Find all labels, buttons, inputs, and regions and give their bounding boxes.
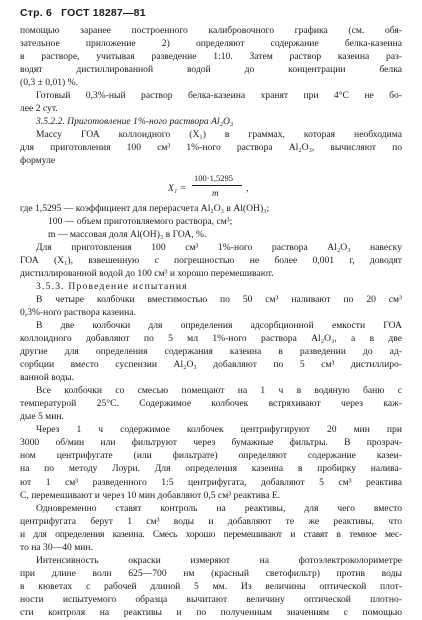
text-line: на по методу Лоури. Для определения казеина в пробирку налива- bbox=[20, 463, 402, 475]
text-line: другие для определения содержания казеина в разведении до ад- bbox=[20, 346, 402, 358]
text-line: для приготовления 100 см³ 1%-ного раствора Al₂O₃, вычисляют по bbox=[20, 142, 402, 154]
text-line: зательное приложение 2) определяют содержание белка-казеина bbox=[20, 38, 402, 50]
section-heading: 3.5.2.2. Приготовление 1%-ного раствора Al₂O₃ bbox=[36, 116, 234, 128]
text-line: Для приготовления 100 см³ 1%-ного раствора Al₂O₃ навеску bbox=[36, 241, 402, 253]
text-line: и для определения казеина. Смесь хорошо перемешивают и ставят в темное мес- bbox=[20, 528, 402, 540]
text-line: Массу ГОА коллоидного (X₁) в граммах, которая необходима bbox=[36, 129, 402, 141]
text-line: В две колбочки для определения адсорбционной емкости ГОА bbox=[36, 319, 402, 331]
text-line: Одновременно ставят контроль на реактивы, для чего вместо bbox=[36, 502, 402, 514]
text-line: ном центрифугате (или фильтрате) определяют содержание казеи- bbox=[20, 450, 402, 462]
text-line: 3000 об/мин или фильтруют через бумажные фильтры. В прозрач- bbox=[20, 437, 402, 449]
text-line: водят дистиллированной водой до концентрации белка bbox=[20, 64, 402, 76]
text-line: лее 2 сут. bbox=[20, 103, 58, 115]
text-line: 0,3%-ного раствора казеина. bbox=[20, 306, 136, 318]
text-line: сорбции вместо суспензии Al₂O₃ добавляют по 5 см³ дистиллиро- bbox=[20, 359, 402, 371]
formula-denominator: m bbox=[212, 187, 219, 198]
text-line: при длине волн 625—700 нм (красный светофильтр) против воды bbox=[20, 567, 402, 579]
text-line: Интенсивность окраски измеряют на фотоэлектроколориметре bbox=[36, 554, 402, 566]
text-line: центрифугата берут 1 см³ воды и добавляют те же реактивы, что bbox=[20, 515, 402, 527]
fraction-bar bbox=[192, 185, 242, 186]
text-line: 100 — объем приготовляемого раствора, см³; bbox=[48, 215, 233, 227]
document-body bbox=[20, 24, 402, 619]
text-line: в растворе, учитывая разведение 1:10. Затем раствор казеина раз- bbox=[20, 51, 402, 63]
text-line: m — массовая доля Al(OH)₃ в ГОА, %. bbox=[48, 228, 207, 240]
text-line: ванной воды. bbox=[20, 372, 74, 384]
text-line: температурой 25°С. Содержимое колбочек встряхивают через каж- bbox=[20, 398, 402, 410]
text-line: коллоидного добавляют по 5 мл 1%-ного раствора Al₂O₃, а в две bbox=[20, 332, 402, 344]
text-line: ности испытуемого образца вычитают величину оптической плотно- bbox=[20, 593, 402, 605]
formula-lhs: X₁ = bbox=[168, 182, 187, 194]
text-line: то на 30—40 мин. bbox=[20, 541, 93, 553]
text-line: (0,3 ± 0,01) %. bbox=[20, 77, 79, 89]
text-line: помощью заранее построенного калибровочного графика (см. обя- bbox=[20, 25, 402, 36]
text-line: В четыре колбочки вместимостью по 50 см³ наливают по 20 см³ bbox=[36, 293, 402, 305]
page-header bbox=[20, 7, 152, 19]
page-number: Стр. 6 bbox=[20, 7, 53, 19]
text-line: С, перемешивают и через 10 мин добавляют 0,5 см³ реактива Е. bbox=[20, 489, 281, 501]
section-heading: 3.5.3. Проведение испытания bbox=[36, 280, 188, 292]
text-line: где 1,5295 — коэффициент для перерасчета Al₂O₃ в Al(OH)₃; bbox=[20, 202, 270, 214]
text-line: Через 1 ч содержимое колбочек центрифугируют 20 мин при bbox=[36, 424, 402, 436]
formula-comma: , bbox=[246, 182, 249, 194]
text-line: формуле bbox=[20, 155, 56, 167]
text-line: дистиллированной водой до 100 см³ и хорошо перемешивают. bbox=[20, 267, 274, 279]
standard-code: ГОСТ 18287—81 bbox=[61, 7, 146, 19]
formula bbox=[20, 168, 402, 202]
text-line: Готовый 0,3%-ный раствор белка-казеина хранят при 4°С не бо- bbox=[36, 90, 402, 102]
text-line: ют 1 см³ разведенного 1:5 центрифугата, добавляют 5 см³ реактива bbox=[20, 476, 402, 488]
formula-numerator: 100·1,5295 bbox=[194, 172, 233, 183]
text-line: ГОА (X₁), взвешенную с погрешностью не более 0,001 г, доводят bbox=[20, 254, 402, 266]
text-line: сти контроля на реактивы и по полученным значениям с помощью bbox=[20, 606, 402, 618]
text-line: в кюветах с рабочей длиной 5 мм. Из величины оптической плот- bbox=[20, 580, 402, 592]
text-line: Все колбочки со смесью помещают на 1 ч в водяную баню с bbox=[36, 385, 402, 397]
text-line: дые 5 мин. bbox=[20, 411, 64, 423]
